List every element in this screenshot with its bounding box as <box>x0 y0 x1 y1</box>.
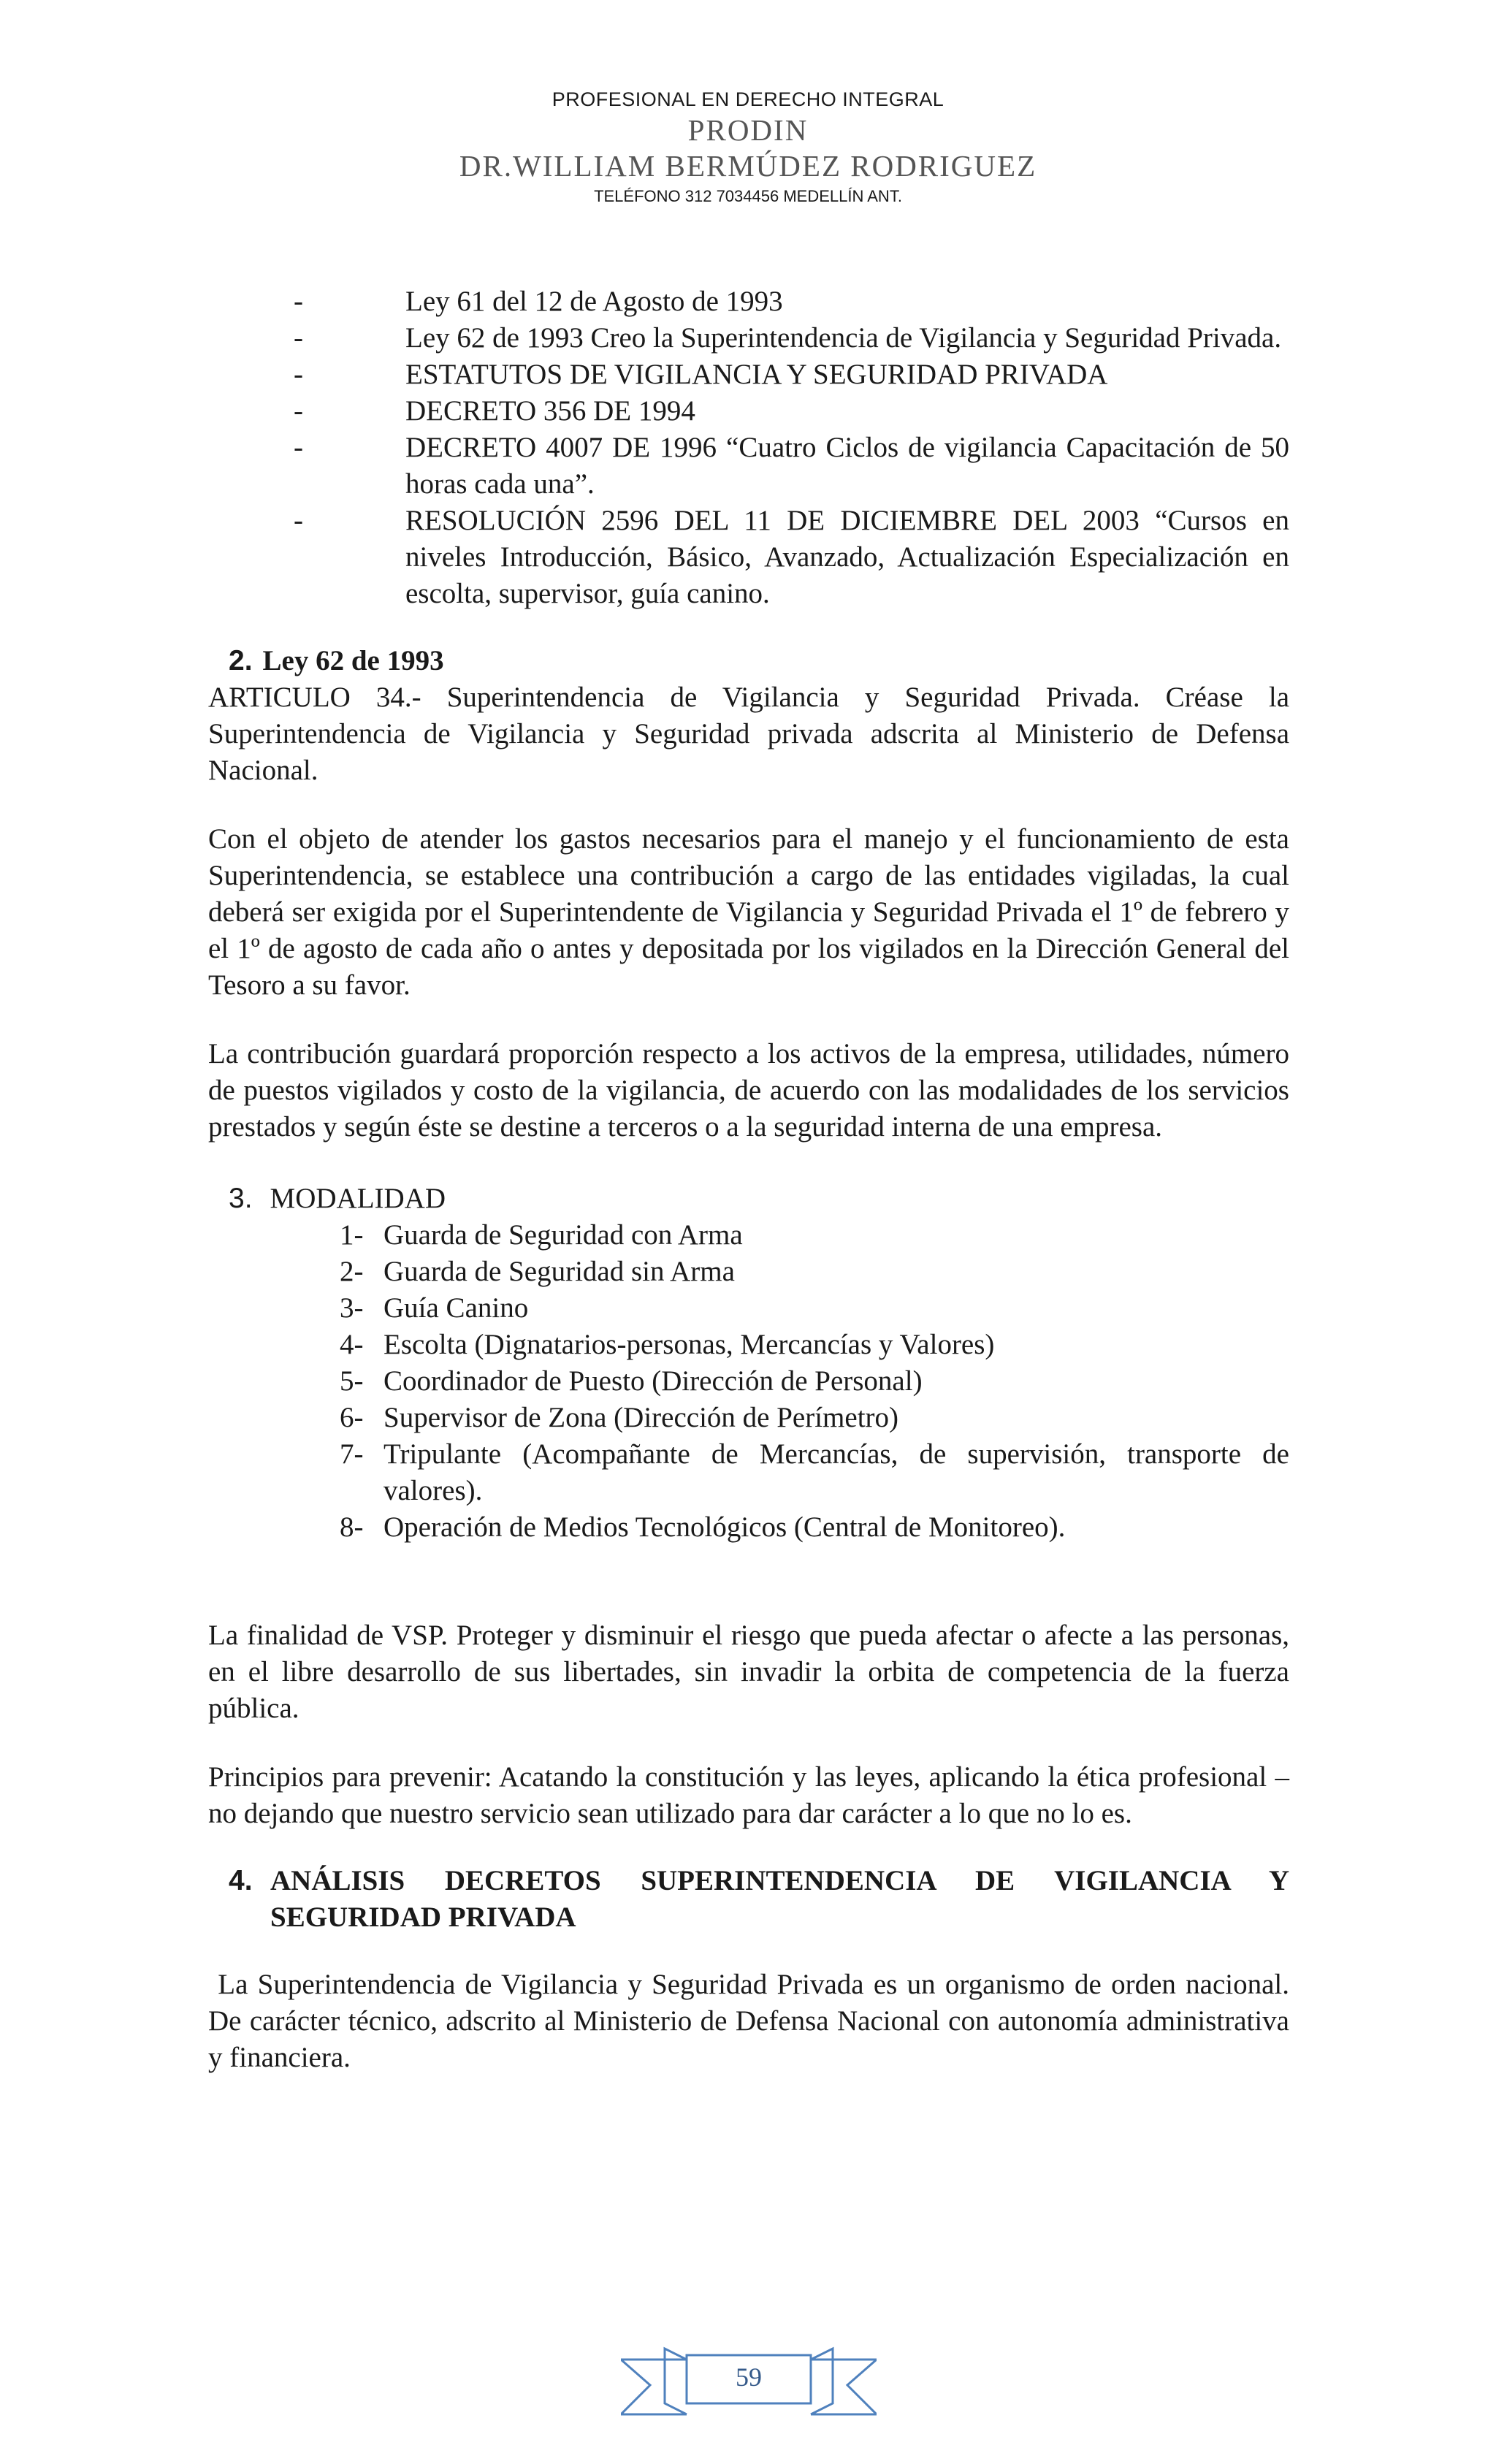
list-item <box>208 393 1289 430</box>
legal-references-list <box>208 283 1289 612</box>
header-profession: PROFESIONAL EN DERECHO INTEGRAL <box>552 88 944 110</box>
section-number: 3. <box>229 1183 253 1214</box>
list-item-text: Coordinador de Puesto (Dirección de Personal) <box>383 1365 923 1397</box>
item-number: 6- <box>340 1402 364 1433</box>
list-item <box>208 430 1289 503</box>
section-number: 4. <box>229 1865 253 1896</box>
list-item-text: Operación de Medios Tecnológicos (Central de Monitoreo). <box>383 1511 1066 1543</box>
list-item <box>208 1436 1289 1509</box>
list-item <box>208 1400 1289 1436</box>
principios-paragraph: Principios para prevenir: Acatando la constitución y las leyes, aplicando la ética profesional – no dejando que nuestro servicio sean utilizado para dar carácter a lo que no lo es. <box>208 1761 1289 1829</box>
list-dash: - <box>294 322 303 354</box>
list-item-text: RESOLUCIÓN 2596 DEL 11 DE DICIEMBRE DEL 2003 “Cursos en niveles Introducción, Básico, Avanzado, Actualización Especialización en escolta, supervisor, guía canino. <box>405 505 1289 609</box>
article-34-paragraph: ARTICULO 34.- Superintendencia de Vigilancia y Seguridad Privada. Créase la Superintendencia de Vigilancia y Seguridad privada adscrita al Ministerio de Defensa Nacional. <box>208 682 1289 786</box>
list-item-text: Guía Canino <box>383 1292 529 1324</box>
item-number: 8- <box>340 1511 364 1543</box>
list-item-text: DECRETO 4007 DE 1996 “Cuatro Ciclos de vigilancia Capacitación de 50 horas cada una”. <box>405 432 1289 500</box>
ribbon-left-tail <box>621 2360 687 2414</box>
list-item-text: Escolta (Dignatarios-personas, Mercancías y Valores) <box>383 1329 995 1360</box>
item-number: 7- <box>340 1438 364 1470</box>
list-item-text: Guarda de Seguridad sin Arma <box>383 1256 735 1287</box>
list-dash: - <box>294 286 303 317</box>
item-number: 1- <box>340 1219 364 1251</box>
list-item <box>208 1290 1289 1327</box>
list-dash: - <box>294 359 303 390</box>
list-item-text: ESTATUTOS DE VIGILANCIA Y SEGURIDAD PRIVADA <box>405 359 1108 390</box>
list-item <box>208 1509 1289 1546</box>
list-item <box>208 1217 1289 1254</box>
list-item <box>208 1363 1289 1400</box>
section-title: ANÁLISIS DECRETOS SUPERINTENDENCIA DE VIGILANCIA Y SEGURIDAD PRIVADA <box>270 1865 1289 1933</box>
list-item-text: Guarda de Seguridad con Arma <box>383 1219 743 1251</box>
item-number: 2- <box>340 1256 364 1287</box>
header-author: DR.WILLIAM BERMÚDEZ RODRIGUEZ <box>459 149 1037 183</box>
page-header <box>0 86 1496 209</box>
header-phone: TELÉFONO 312 7034456 MEDELLÍN ANT. <box>594 187 902 205</box>
item-number: 5- <box>340 1365 364 1397</box>
list-item <box>208 283 1289 320</box>
section-3-heading <box>208 1180 1289 1217</box>
section-number: 2. <box>229 645 253 676</box>
list-item-text: Tripulante (Acompañante de Mercancías, de supervisión, transporte de valores). <box>383 1438 1289 1506</box>
list-item-text: Ley 62 de 1993 Creo la Superintendencia de Vigilancia y Seguridad Privada. <box>405 322 1282 354</box>
item-number: 3- <box>340 1292 364 1324</box>
document-body <box>208 283 1297 2076</box>
modalidad-list <box>208 1217 1289 1546</box>
section-title: MODALIDAD <box>270 1183 446 1214</box>
superintendencia-paragraph: La Superintendencia de Vigilancia y Seguridad Privada es un organismo de orden nacional. De carácter técnico, adscrito al Ministerio de Defensa Nacional con autonomía administrativa y financiera. <box>208 1969 1297 2073</box>
list-item-text: Supervisor de Zona (Dirección de Perímetro) <box>383 1402 899 1433</box>
section-title: Ley 62 de 1993 <box>262 645 444 676</box>
header-brand: PRODIN <box>687 113 809 147</box>
list-item <box>208 320 1289 356</box>
list-dash: - <box>294 505 303 536</box>
list-item <box>208 356 1289 393</box>
item-number: 4- <box>340 1329 364 1360</box>
list-dash: - <box>294 432 303 463</box>
list-item <box>208 1327 1289 1363</box>
contribution-paragraph: Con el objeto de atender los gastos necesarios para el manejo y el funcionamiento de esta Superintendencia, se establece una contribución a cargo de las entidades vigiladas, la cual deberá ser exigida por el Superintendente de Vigilancia y Seguridad Privada el 1º de febrero y el 1º de agosto de cada año o antes y depositada por los vigilados en la Dirección General del Tesoro a su favor. <box>208 823 1289 1001</box>
proportion-paragraph: La contribución guardará proporción respecto a los activos de la empresa, utilidades, número de puestos vigilados y costo de la vigilancia, de acuerdo con las modalidades de los servicios prestados y según éste se destine a terceros o a la seguridad interna de una empresa. <box>208 1038 1289 1143</box>
list-item-text: DECRETO 356 DE 1994 <box>405 395 695 427</box>
list-item-text: Ley 61 del 12 de Agosto de 1993 <box>405 286 783 317</box>
list-dash: - <box>294 395 303 427</box>
section-2-heading <box>208 643 1289 679</box>
section-4-heading <box>208 1863 1289 1936</box>
page-number: 59 <box>736 2362 762 2392</box>
list-item <box>208 503 1289 612</box>
ribbon-right-tail <box>811 2360 877 2414</box>
list-item <box>208 1254 1289 1290</box>
finalidad-paragraph: La finalidad de VSP. Proteger y disminuir el riesgo que pueda afectar o afecte a las personas, en el libre desarrollo de sus libertades, sin invadir la orbita de competencia de la fuerza pública. <box>208 1620 1289 1724</box>
